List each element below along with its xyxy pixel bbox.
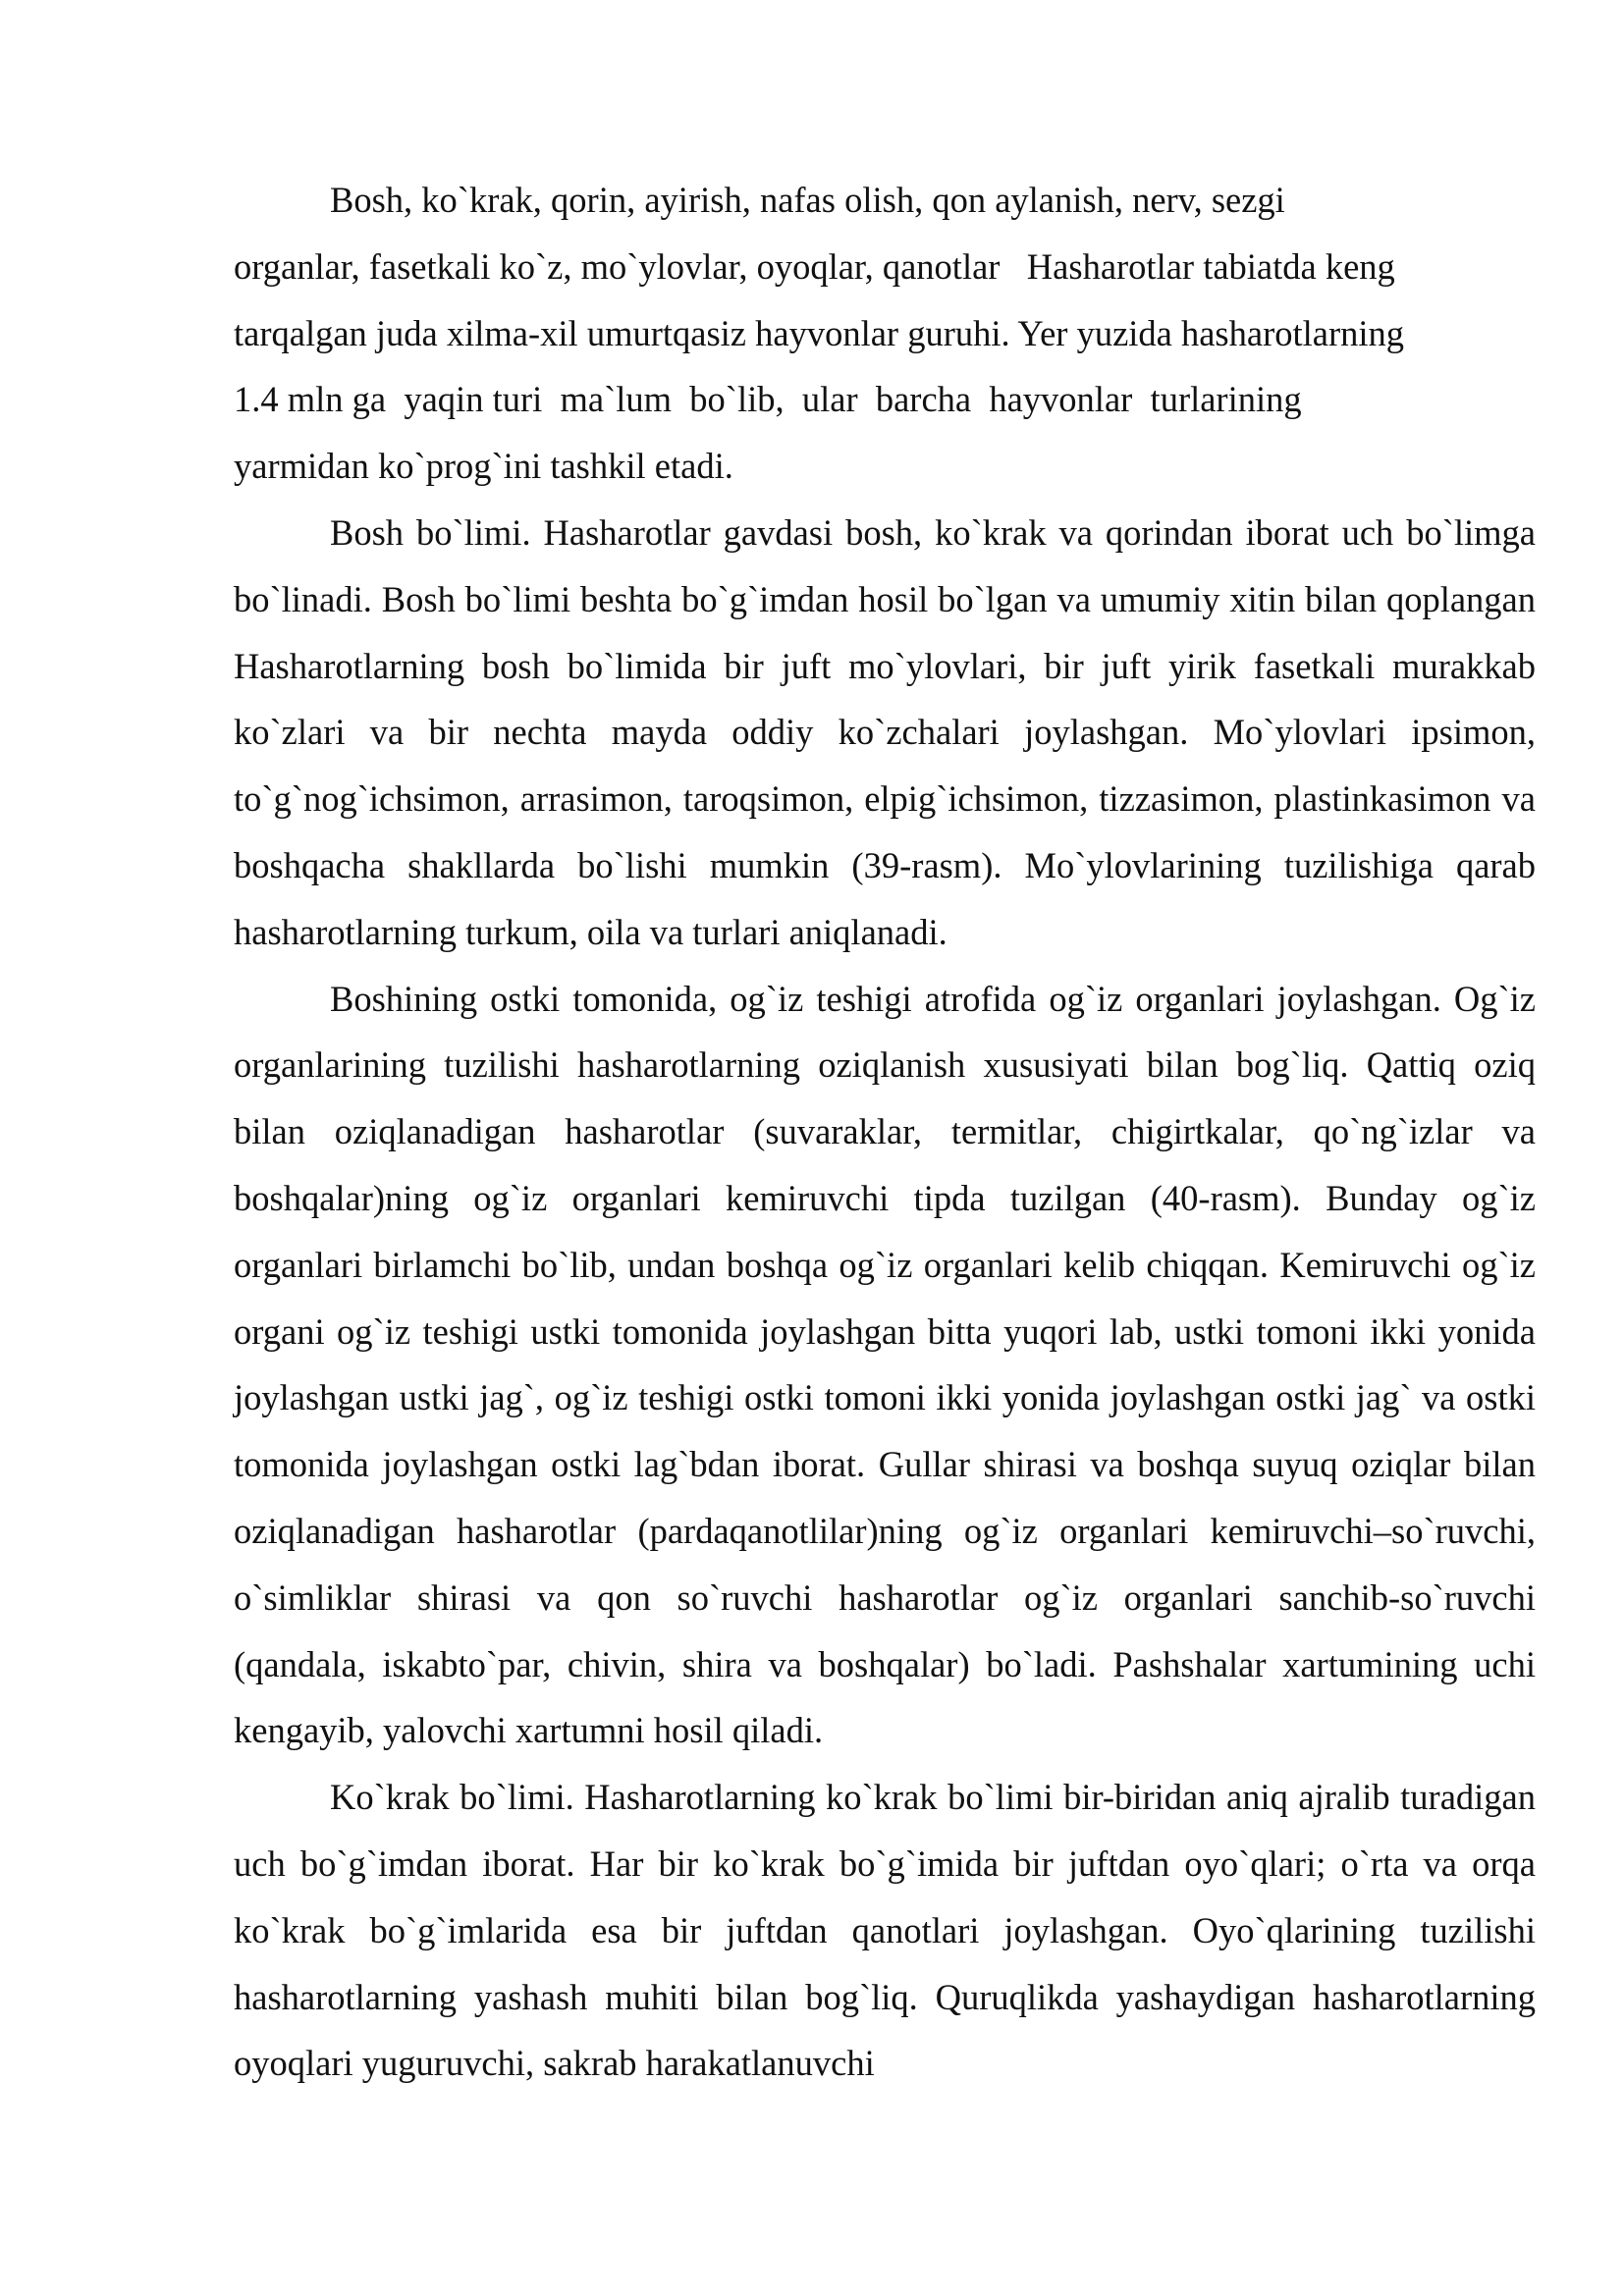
text-line: tarqalgan juda xilma-xil umurtqasiz hayvonlar guruhi. Yer yuzida hasharotlarning: [234, 312, 1405, 353]
document-body: [234, 167, 1536, 2097]
paragraph-thorax-section: Ko`krak bo`limi. Hasharotlarning ko`krak bo`limi bir-biridan aniq ajralib turadigan uch bo`g`imdan iborat. Har bir ko`krak bo`g`imida bir juftdan oyo`qlari; o`rta va orqa ko`krak bo`g`imlarida esa bir juftdan qanotlari joylashgan. Oyo`qlarining tuzilishi hasharotlarning yashash muhiti bilan bog`liq. Quruqlikda yashaydigan hasharotlarning oyoqlari yuguruvchi, sakrab harakatlanuvchi: [234, 1777, 1536, 2084]
intro-paragraph: [234, 167, 1536, 500]
paragraph-mouthparts: Boshining ostki tomonida, og`iz teshigi atrofida og`iz organlari joylashgan. Og`iz organlarining tuzilishi hasharotlarning oziqlanish xususiyati bilan bog`liq. Qattiq oziq bilan oziqlanadigan hasharotlar (suvaraklar, termitlar, chigirtkalar, qo`ng`izlar va boshqalar)ning og`iz organlari kemiruvchi tipda tuzilgan (40-rasm). Bunday og`iz organlari birlamchi bo`lib, undan boshqa og`iz organlari kelib chiqqan. Kemiruvchi og`iz organi og`iz teshigi ustki tomonida joylashgan bitta yuqori lab, ustki tomoni ikki yonida joylashgan ustki jag`, og`iz teshigi ostki tomoni ikki yonida joylashgan ostki jag` va ostki tomonida joylashgan ostki lag`bdan iborat. Gullar shirasi va boshqa suyuq oziqlar bilan oziqlanadigan hasharotlar (pardaqanotlilar)ning og`iz organlari kemiruvchi–so`ruvchi, o`simliklar shirasi va qon so`ruvchi hasharotlar og`iz organlari sanchib-so`ruvchi (qandala, iskabto`par, chivin, shira va boshqalar) bo`ladi. Pashshalar xartumining uchi kengayib, yalovchi xartumni hosil qiladi.: [234, 978, 1536, 1751]
text-line: 1.4 mln ga yaqin turi ma`lum bo`lib, ular barcha hayvonlar turlarining: [234, 379, 1302, 420]
text-line: Bosh, ko`krak, qorin, ayirish, nafas olish, qon aylanish, nerv, sezgi: [330, 180, 1285, 220]
paragraph-head-section: Bosh bo`limi. Hasharotlar gavdasi bosh, ko`krak va qorindan iborat uch bo`limga bo`linadi. Bosh bo`limi beshta bo`g`imdan hosil bo`lgan va umumiy xitin bilan qoplangan Hasharotlarning bosh bo`limida bir juft mo`ylovlari, bir juft yirik fasetkali murakkab ko`zlari va bir nechta mayda oddiy ko`zchalari joylashgan. Mo`ylovlari ipsimon, to`g`nog`ichsimon, arrasimon, taroqsimon, elpig`ichsimon, tizzasimon, plastinkasimon va boshqacha shakllarda bo`lishi mumkin (39-rasm). Mo`ylovlarining tuzilishiga qarab hasharotlarning turkum, oila va turlari aniqlanadi.: [234, 511, 1536, 952]
text-line: yarmidan ko`prog`ini tashkil etadi.: [234, 446, 733, 487]
text-line: organlar, fasetkali ko`z, mo`ylovlar, oyoqlar, qanotlar Hasharotlar tabiatda keng: [234, 245, 1395, 287]
